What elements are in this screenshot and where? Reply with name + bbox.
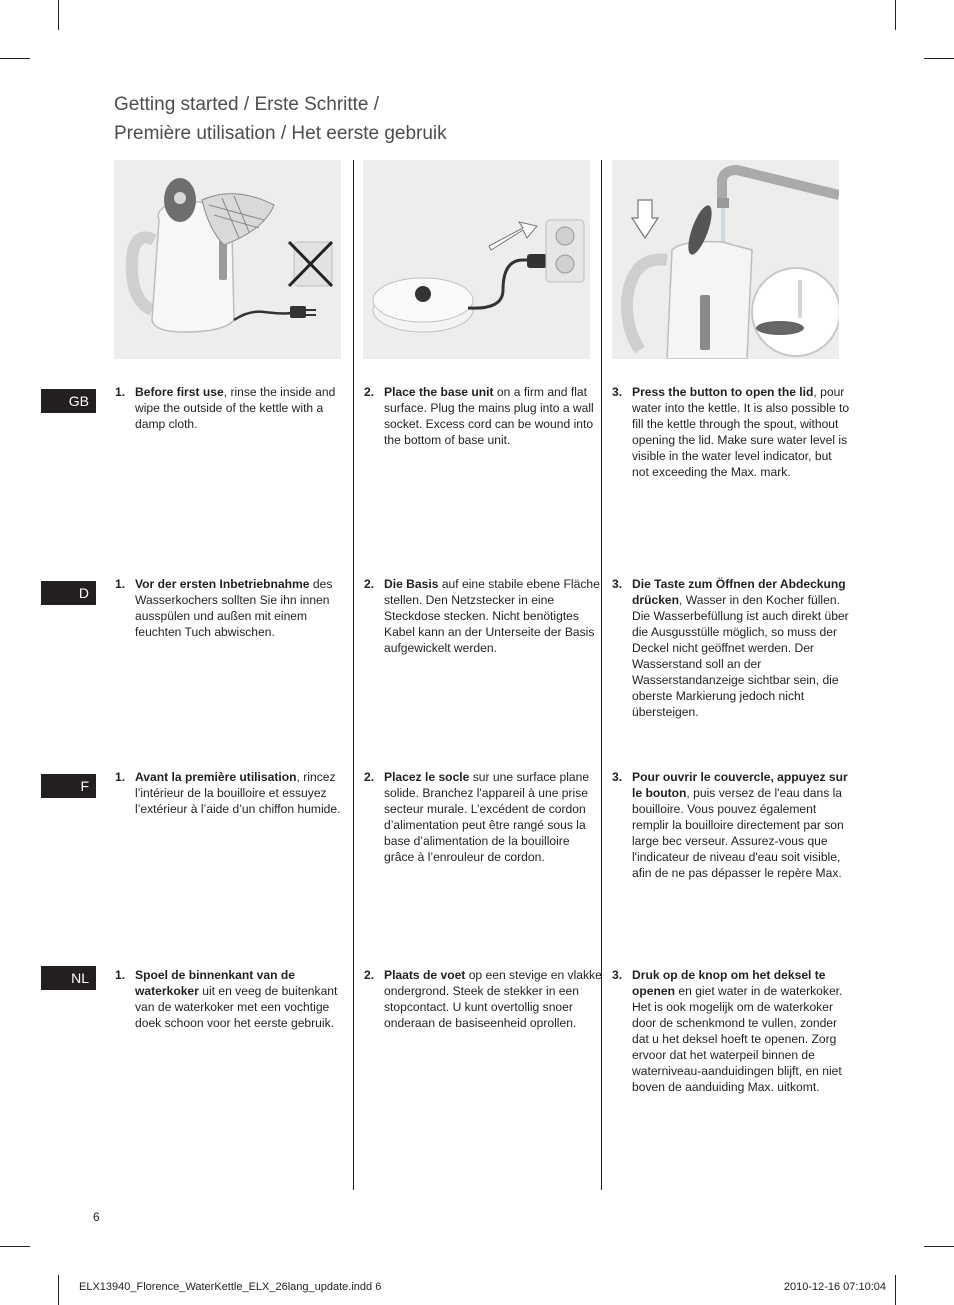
step-bold-lead: Spoel de binnenkant van de waterkoker xyxy=(135,968,295,998)
step-number: 2. xyxy=(364,385,375,399)
step-text: , Wasser in den Kocher füllen. Die Wasserbefüllung ist auch direkt über die Ausgusstülle möglich, so muss der Deckel nicht geöffnet werden. Der Wasserstand soll an der Wasserstandanzeige sichtbar sein, die oberste Markierung jedoch nicht übersteigen. xyxy=(632,593,849,719)
step-f-1 xyxy=(115,769,353,817)
step-text: uit en veeg de buitenkant van de waterkoker met een vochtige doek schoon voor het eerste gebruik. xyxy=(135,984,338,1030)
step-d-3 xyxy=(612,576,850,720)
crop-mark-left-top xyxy=(0,58,30,59)
step-bold-lead: Die Taste zum Öffnen der Abdeckung drücken xyxy=(632,577,846,607)
step-f-2 xyxy=(364,769,602,865)
crop-mark-top-right xyxy=(895,0,896,30)
step-text: , rinse the inside and wipe the outside of the kettle with a damp cloth. xyxy=(135,385,336,431)
column-divider-1 xyxy=(353,160,354,1190)
step-nl-2 xyxy=(364,967,602,1031)
step-nl-3 xyxy=(612,967,850,1095)
language-badge-f: F xyxy=(41,774,96,798)
illustration-base-unit xyxy=(363,160,590,359)
step-text: auf eine stabile ebene Fläche stellen. Den Netzstecker in eine Steckdose stecken. Nicht benötigtes Kabel kann an der Unterseite der Basis aufgewickelt werden. xyxy=(384,577,600,655)
step-number: 3. xyxy=(612,968,623,982)
step-nl-1 xyxy=(115,967,353,1031)
footer-timestamp: 2010-12-16 07:10:04 xyxy=(783,1281,886,1293)
step-gb-2 xyxy=(364,384,602,448)
step-number: 1. xyxy=(115,770,126,784)
step-bold-lead: Die Basis xyxy=(384,577,439,591)
step-number: 3. xyxy=(612,577,623,591)
step-bold-lead: Druk op de knop om het deksel te openen xyxy=(632,968,826,998)
crop-mark-top-left xyxy=(58,0,59,30)
step-number: 1. xyxy=(115,968,126,982)
step-bold-lead: Plaats de voet xyxy=(384,968,466,982)
page-title xyxy=(114,90,447,148)
step-bold-lead: Place the base unit xyxy=(384,385,494,399)
page-title-line-1: Getting started / Erste Schritte / xyxy=(114,94,380,115)
step-bold-lead: Placez le socle xyxy=(384,770,470,784)
page-number: 6 xyxy=(93,1210,100,1224)
step-text: en giet water in de waterkoker. Het is ook mogelijk om de waterkoker door de schenkmond te vullen, zonder dat u het deksel hoeft te openen. Zorg ervoor dat het waterpeil binnen de waterniveau-aanduidingen blijft, en niet boven de aanduiding Max. uitkomt. xyxy=(632,984,843,1094)
step-bold-lead: Before first use xyxy=(135,385,224,399)
step-bold-lead: Press the button to open the lid xyxy=(632,385,814,399)
step-number: 1. xyxy=(115,577,126,591)
illustration-rinse-kettle xyxy=(114,160,341,359)
step-text: , pour water into the kettle. It is also possible to fill the kettle through the spout, without opening the lid. Make sure water level is visible in the water level indicator, but not exceeding the Max. mark. xyxy=(632,385,850,479)
step-bold-lead: Vor der ersten Inbetriebnahme xyxy=(135,577,310,591)
step-f-3 xyxy=(612,769,850,881)
step-gb-3 xyxy=(612,384,850,480)
step-text: des Wasserkochers sollten Sie ihn innen ausspülen und außen mit einem feuchten Tuch abwischen. xyxy=(135,577,333,639)
language-badge-gb: GB xyxy=(41,389,96,413)
language-badge-nl: NL xyxy=(41,966,96,990)
step-number: 2. xyxy=(364,577,375,591)
step-number: 2. xyxy=(364,770,375,784)
illustration-fill-kettle xyxy=(612,160,839,359)
step-bold-lead: Avant la première utilisation xyxy=(135,770,297,784)
step-text: , rincez l’intérieur de la bouilloire et essuyez l’extérieur à l’aide d’un chiffon humide. xyxy=(135,770,341,816)
crop-mark-bottom-left xyxy=(58,1275,59,1305)
step-d-1 xyxy=(115,576,353,640)
crop-mark-bottom-right xyxy=(895,1275,896,1305)
step-number: 3. xyxy=(612,770,623,784)
language-badge-d: D xyxy=(41,581,96,605)
step-text: on a firm and flat surface. Plug the mains plug into a wall socket. Excess cord can be wound into the bottom of base unit. xyxy=(384,385,594,447)
column-divider-2 xyxy=(601,160,602,1190)
crop-mark-left-bottom xyxy=(0,1246,30,1247)
crop-mark-right-top xyxy=(924,58,954,59)
step-text: , puis versez de l'eau dans la bouilloire. Vous pouvez également remplir la bouilloire directement par son large bec verseur. Assurez-vous que l'indicateur de niveau d'eau soit visible, afin de ne pas dépasser le repère Max. xyxy=(632,786,844,880)
step-bold-lead: Pour ouvrir le couvercle, appuyez sur le bouton xyxy=(632,770,848,800)
step-text: sur une surface plane solide. Branchez l'appareil à une prise secteur murale. L’excédent de cordon d’alimentation peut être rangé sous la base d’alimentation de la bouilloire grâce à l’enrouleur de cordon. xyxy=(384,770,590,864)
step-number: 3. xyxy=(612,385,623,399)
crop-mark-right-bottom xyxy=(924,1246,954,1247)
page-title-line-2: Première utilisation / Het eerste gebruik xyxy=(114,123,447,144)
step-d-2 xyxy=(364,576,602,656)
step-gb-1 xyxy=(115,384,353,432)
step-number: 1. xyxy=(115,385,126,399)
step-number: 2. xyxy=(364,968,375,982)
footer-filename: ELX13940_Florence_WaterKettle_ELX_26lang_update.indd 6 xyxy=(79,1281,382,1293)
step-text: op een stevige en vlakke ondergrond. Steek de stekker in een stopcontact. U kunt overtollig snoer onderaan de basiseenheid oprollen. xyxy=(384,968,602,1030)
